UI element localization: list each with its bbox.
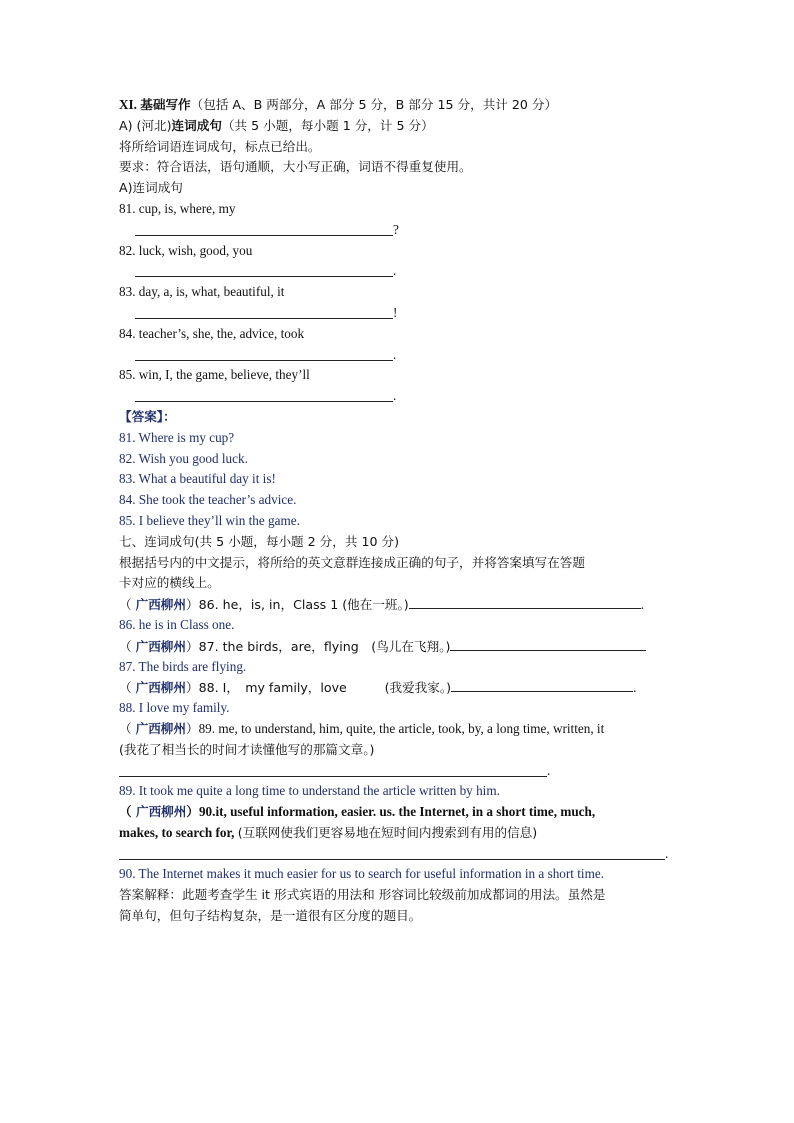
answer-86: 86. he is in Class one. <box>119 616 235 632</box>
answer-88: 88. I love my family. <box>119 700 230 716</box>
answer-blank-87[interactable] <box>450 636 646 651</box>
region-tag-86: 广西柳州 <box>135 597 186 613</box>
paren-close: ） <box>186 804 199 820</box>
answer-blank-88[interactable] <box>451 677 633 692</box>
question-87-text: 87. the birds，are，flying (鸟儿在飞翔。) <box>198 638 451 654</box>
paren-close: ） <box>185 638 199 654</box>
answer-blank-89[interactable]: . <box>119 761 679 782</box>
paren-open: （ <box>119 680 136 696</box>
region-tag-90: 广西柳州 <box>135 804 187 820</box>
punct-82: . <box>393 263 397 279</box>
question-90-line-2 <box>119 823 679 844</box>
punct-81: ? <box>393 221 399 237</box>
document-content <box>119 95 679 927</box>
part-a-title <box>119 116 679 137</box>
question-89 <box>119 719 679 740</box>
answer-85: 85. I believe they’ll win the game. <box>119 512 300 528</box>
question-90-text: 90.it, useful information, easier. us. the Internet, in a short time, much, <box>198 804 596 820</box>
paren-close: ） <box>185 597 199 613</box>
question-82: 82. luck, wish, good, you <box>119 242 253 258</box>
answer-blank-83[interactable] <box>119 303 679 324</box>
question-87 <box>119 636 679 657</box>
question-81: 81. cup, is, where, my <box>119 200 236 216</box>
paren-open: （ <box>119 638 136 654</box>
answer-blank-82[interactable] <box>119 261 679 282</box>
question-88: （ 广西柳州）88. I， my family，love (我爱我家。) . <box>119 677 679 698</box>
paren-close: ） <box>185 680 199 696</box>
region-tag-87: 广西柳州 <box>135 638 186 654</box>
answer-blank-84[interactable] <box>119 345 679 366</box>
punct-84: . <box>393 346 397 362</box>
question-89-hint: (我花了相当长的时间才读懂他写的那篇文章。) <box>119 741 375 757</box>
answer-blank-90[interactable]: . <box>119 844 679 865</box>
answer-blank-86[interactable] <box>409 594 641 609</box>
section-xi-label: 基础写作 <box>140 97 191 112</box>
section-seven-title: 七、连词成句(共 5 小题，每小题 2 分，共 10 分) <box>119 533 399 549</box>
answer-header: 【答案】： <box>119 408 176 424</box>
question-90-hint: (互联网使我们更容易地在短时间内搜索到有用的信息) <box>237 824 538 840</box>
question-86-text: 86. he，is, in，Class 1 (他在一班。) <box>198 597 409 613</box>
section-seven-instruction-2: 卡对应的横线上。 <box>119 575 220 591</box>
answer-90: 90. The Internet makes it much easier for us to search for useful information in a short time. <box>119 866 604 882</box>
section-xi-title <box>119 95 679 116</box>
answer-84: 84. She took the teacher’s advice. <box>119 492 297 508</box>
part-a-note: （共 5 小题，每小题 1 分，计 5 分） <box>221 117 434 133</box>
paren-close: ） <box>185 720 199 736</box>
answer-87: 87. The birds are flying. <box>119 658 247 674</box>
paren-open: （ <box>119 597 136 613</box>
question-83: 83. day, a, is, what, beautiful, it <box>119 284 285 300</box>
region-tag-89: 广西柳州 <box>135 720 186 736</box>
part-a-prefix: A) (河北) <box>119 117 172 133</box>
answer-81: 81. Where is my cup? <box>119 429 235 445</box>
explanation-line-2: 简单句，但句子结构复杂，是一道很有区分度的题目。 <box>119 908 422 924</box>
section-xi-number: XI. <box>119 97 137 112</box>
answer-blank-81[interactable] <box>119 220 679 241</box>
explanation-line-1: 答案解释：此题考查学生 it 形式宾语的用法和 形容词比较级前加成都词的用法。虽然是 <box>119 887 606 903</box>
instruction-a: 将所给词语连词成句，标点已给出。 <box>119 138 321 154</box>
requirement-a: 要求：符合语法，语句通顺，大小写正确，词语不得重复使用。 <box>119 159 472 175</box>
question-85: 85. win, I, the game, believe, they’ll <box>119 367 310 383</box>
section-xi-note: （包括 A、B 两部分，A 部分 5 分，B 部分 15 分，共计 20 分） <box>190 97 558 112</box>
answer-83: 83. What a beautiful day it is! <box>119 471 276 487</box>
punct-85: . <box>393 388 397 404</box>
section-seven-instruction-1: 根据括号内的中文提示，将所给的英文意群连接成正确的句子，并将答案填写在答题 <box>119 554 585 570</box>
question-88-text: 88. I， my family，love (我爱我家。) <box>198 680 452 696</box>
answer-89: 89. It took me quite a long time to understand the article written by him. <box>119 783 500 799</box>
paren-open: （ <box>119 720 136 736</box>
part-a-bold: 连词成句 <box>171 117 222 133</box>
answer-blank-85[interactable] <box>119 386 679 407</box>
question-90-text-2: makes, to search for, <box>119 824 235 840</box>
subhead-a: A)连词成句 <box>119 180 183 196</box>
paren-open: （ <box>119 804 136 820</box>
question-86: （ 广西柳州）86. he，is, in，Class 1 (他在一班。) . <box>119 594 679 615</box>
question-89-text: 89. me, to understand, him, quite, the article, took, by, a long time, written, it <box>198 720 605 736</box>
punct-83: ! <box>393 304 398 320</box>
question-84: 84. teacher’s, she, the, advice, took <box>119 325 305 341</box>
region-tag-88: 广西柳州 <box>135 680 186 696</box>
answer-82: 82. Wish you good luck. <box>119 450 248 466</box>
question-90 <box>119 802 679 823</box>
